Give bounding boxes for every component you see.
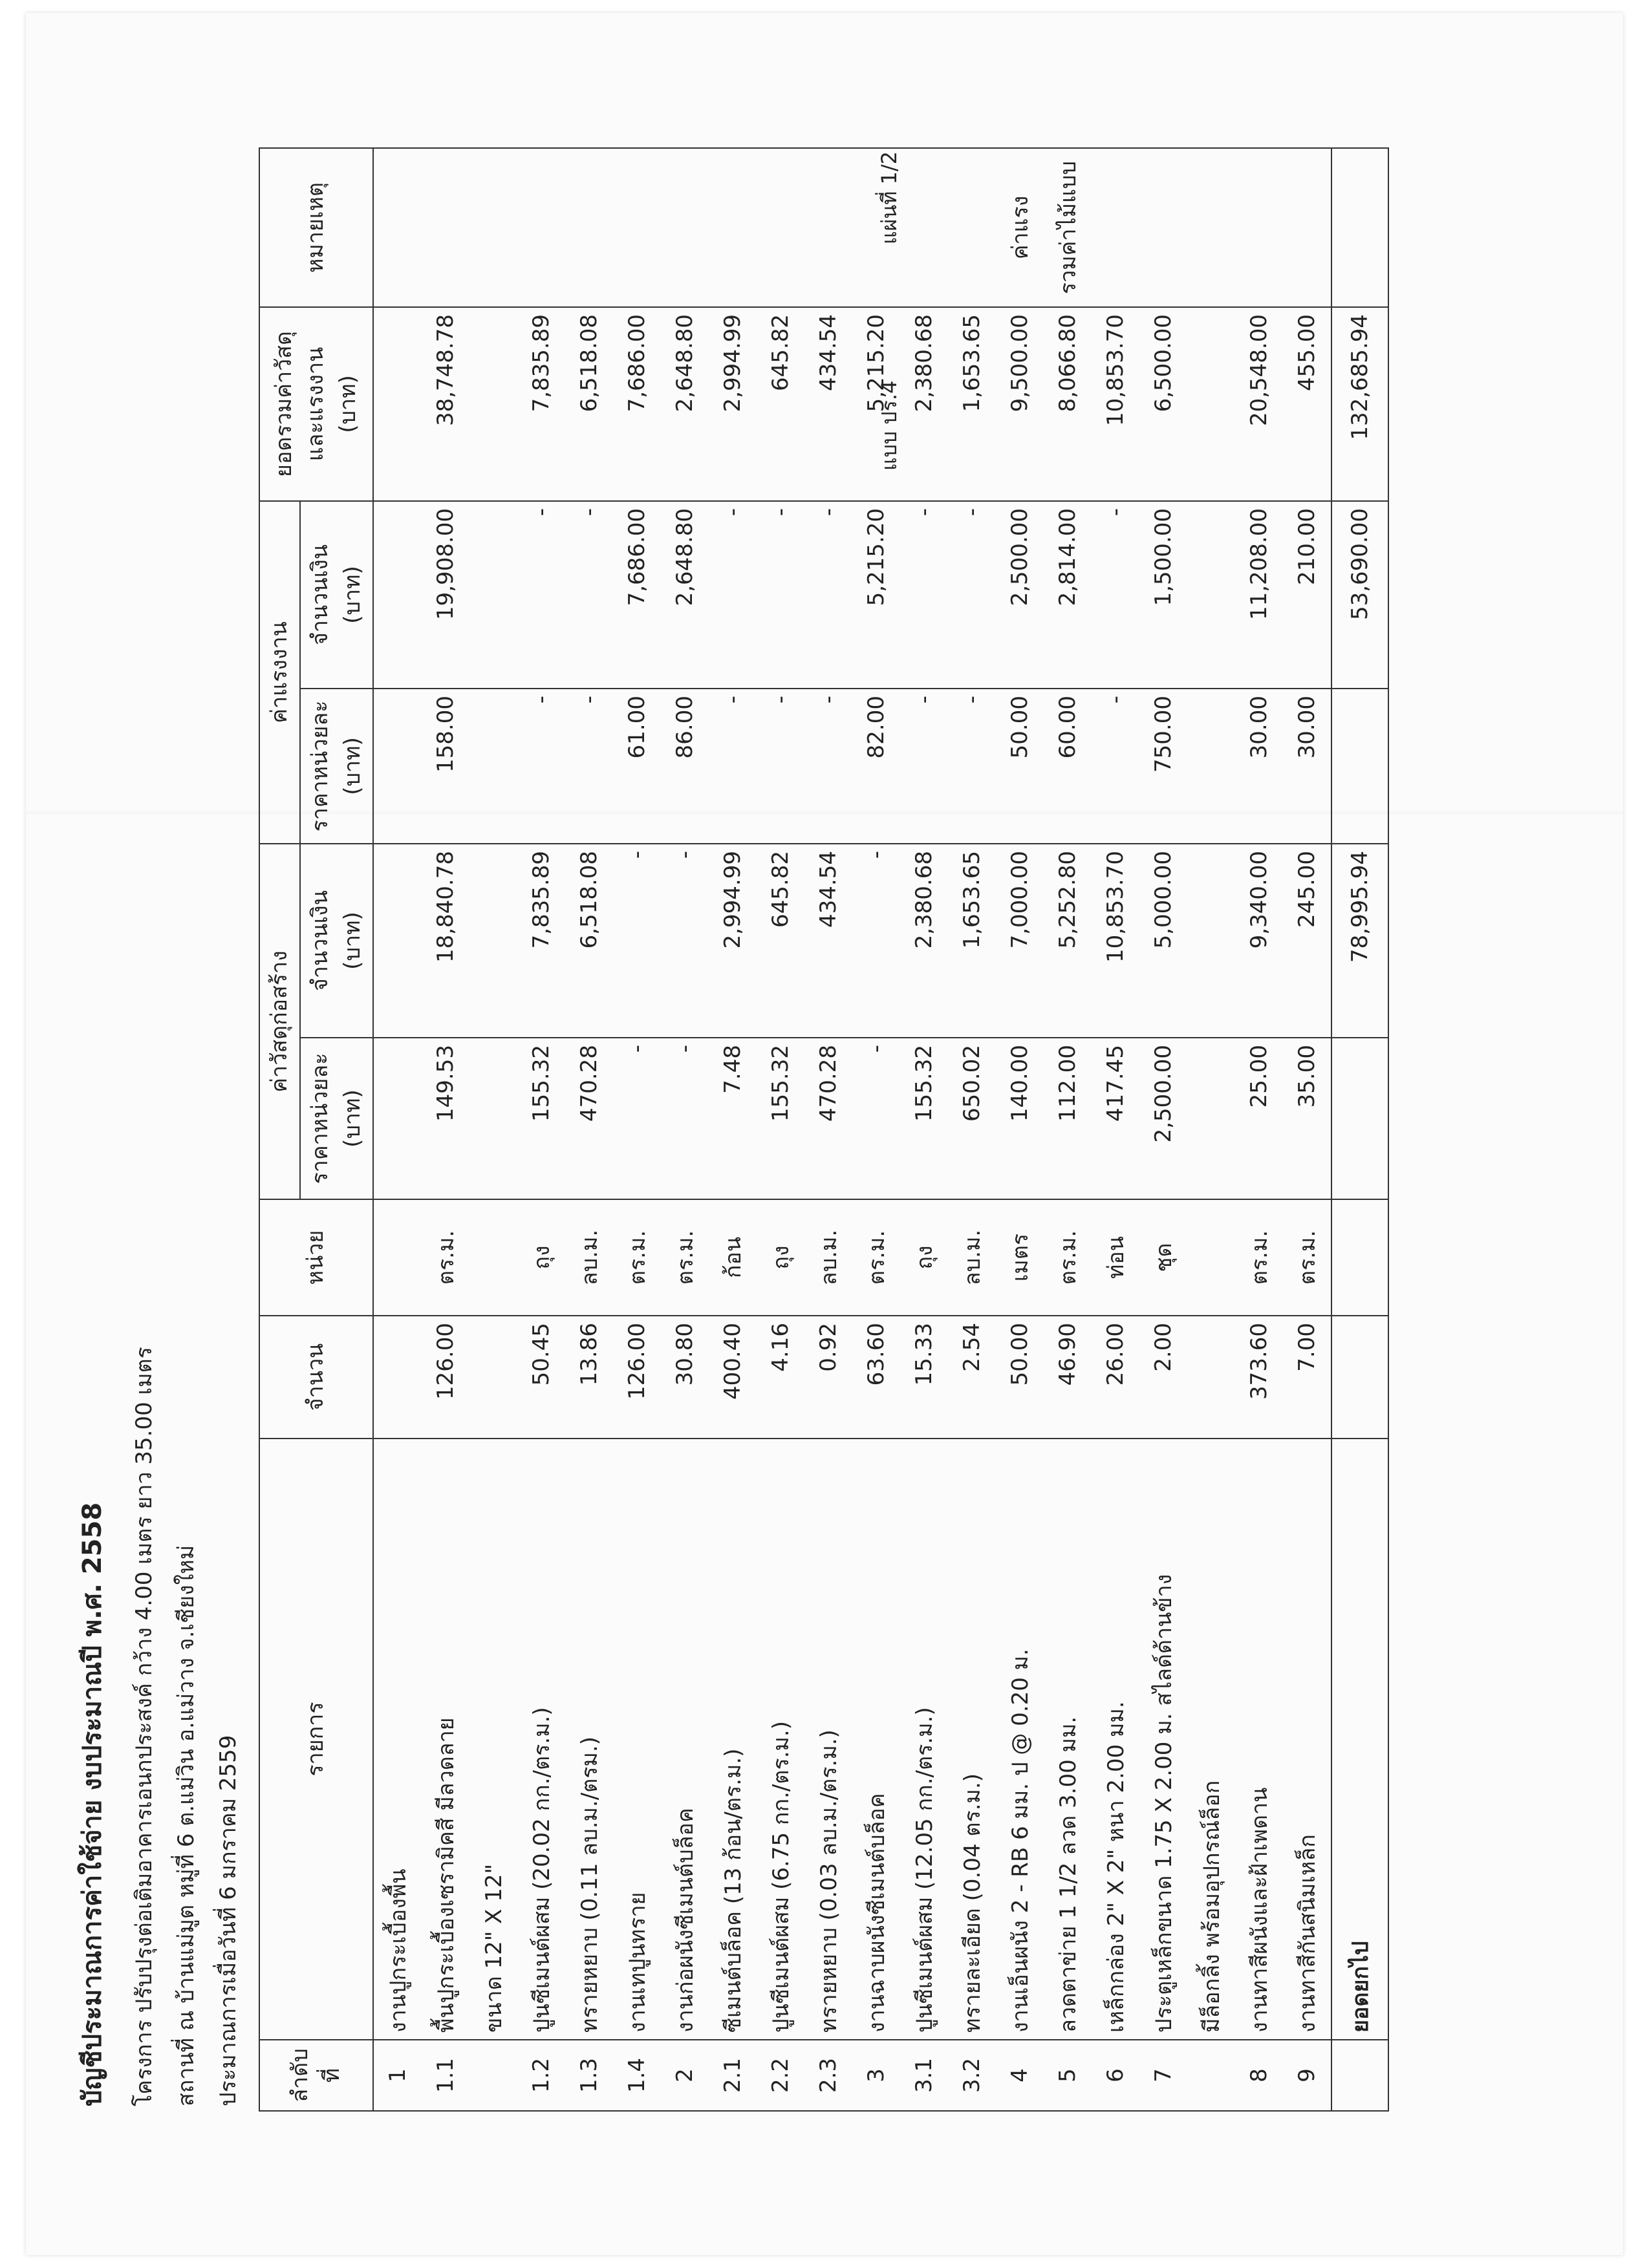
row-unit: ลบ.ม. (565, 1199, 613, 1316)
row-labor-unit-price: 86.00 (661, 689, 709, 844)
row-qty: 373.60 (1235, 1316, 1283, 1439)
row-labor-amount: - (757, 501, 804, 689)
col-remark-header: หมายเหตุ (259, 148, 373, 307)
grand-total: 132,685.94 (1331, 307, 1388, 501)
table-row (613, 148, 661, 2111)
row-no: 1.3 (565, 2040, 613, 2111)
row-labor-amount: - (709, 501, 757, 689)
mat-price-label: ราคาหน่วยละ (307, 1053, 334, 1184)
table-row (996, 148, 1044, 2111)
row-labor-unit-price: - (1092, 689, 1139, 844)
table-row (804, 148, 852, 2111)
row-labor-amount: 5,215.20 (852, 501, 900, 689)
row-unit: ถุง (757, 1199, 804, 1316)
row-no: 8 (1235, 2040, 1283, 2111)
row-unit (469, 1199, 517, 1316)
row-material-unit-price: - (613, 1038, 661, 1199)
row-no: 1 (373, 2040, 422, 2111)
row-labor-unit-price: 30.00 (1283, 689, 1331, 844)
row-material-unit-price: 470.28 (565, 1038, 613, 1199)
row-labor-amount (373, 501, 422, 689)
footer-qty-cell (1331, 1316, 1388, 1439)
footer-no-cell (1331, 2040, 1388, 2111)
table-row (948, 148, 996, 2111)
row-material-amount: 434.54 (804, 844, 852, 1038)
row-remark (565, 148, 613, 307)
lab-price-header (300, 689, 373, 844)
row-no: 1.2 (517, 2040, 565, 2111)
row-material-amount: - (852, 844, 900, 1038)
row-total: 455.00 (1283, 307, 1331, 501)
mat-amount-unit: (บาท) (339, 912, 365, 970)
total-header-label: ยอดรวมค่าวัสดุและแรงงาน (271, 331, 329, 477)
row-remark (422, 148, 469, 307)
row-material-amount: 10,853.70 (1092, 844, 1139, 1038)
row-qty: 0.92 (804, 1316, 852, 1439)
row-remark (661, 148, 709, 307)
row-labor-amount: 7,686.00 (613, 501, 661, 689)
estimate-date: ประมาณการเมื่อวันที่ 6 มกราคม 2559 (215, 1735, 241, 2106)
labor-total: 53,690.00 (1331, 501, 1388, 689)
row-item: ปูนซีเมนต์ผสม (12.05 กก./ตร.ม.) (900, 1439, 948, 2040)
table-row (1044, 148, 1092, 2111)
row-remark (613, 148, 661, 307)
row-material-amount: 5,252.80 (1044, 844, 1092, 1038)
row-material-unit-price: 470.28 (804, 1038, 852, 1199)
row-labor-amount: 2,500.00 (996, 501, 1044, 689)
row-qty: 7.00 (1283, 1316, 1331, 1439)
row-total: 10,853.70 (1092, 307, 1139, 501)
row-material-unit-price (373, 1038, 422, 1199)
table-row (900, 148, 948, 2111)
lab-amount-header (300, 501, 373, 689)
row-total: 434.54 (804, 307, 852, 501)
row-total: 6,500.00 (1139, 307, 1187, 501)
row-remark (469, 148, 517, 307)
row-remark (709, 148, 757, 307)
location-line: สถานที่ ณ บ้านแม่มูต หมู่ที่ 6 ต.แม่วิน อ.แม่วาง จ.เชียงใหม่ (173, 1545, 199, 2106)
row-labor-unit-price: - (757, 689, 804, 844)
table-row (1187, 148, 1235, 2111)
footer-mat-price-cell (1331, 1038, 1388, 1199)
table-body (373, 148, 1331, 2111)
row-material-unit-price: 417.45 (1092, 1038, 1139, 1199)
row-no: 2 (661, 2040, 709, 2111)
row-item: ขนาด 12" X 12" (469, 1439, 517, 2040)
row-unit: ตร.ม. (613, 1199, 661, 1316)
row-material-amount: 5,000.00 (1139, 844, 1187, 1038)
row-material-unit-price: 35.00 (1283, 1038, 1331, 1199)
row-total: 9,500.00 (996, 307, 1044, 501)
row-qty: 63.60 (852, 1316, 900, 1439)
lab-price-label: ราคาหน่วยละ (307, 700, 334, 832)
row-no (1187, 2040, 1235, 2111)
row-qty: 2.54 (948, 1316, 996, 1439)
row-material-amount: 7,835.89 (517, 844, 565, 1038)
row-labor-amount: - (948, 501, 996, 689)
row-material-amount: - (613, 844, 661, 1038)
row-labor-amount: 11,208.00 (1235, 501, 1283, 689)
row-item: ลวดตาข่าย 1 1/2 ลวด 3.00 มม. (1044, 1439, 1092, 2040)
row-item: เหล็กกล่อง 2" X 2" หนา 2.00 มม. (1092, 1439, 1139, 2040)
row-material-unit-price: - (852, 1038, 900, 1199)
row-material-amount: 6,518.08 (565, 844, 613, 1038)
row-no: 9 (1283, 2040, 1331, 2111)
row-remark (804, 148, 852, 307)
row-total (373, 307, 422, 501)
row-no: 7 (1139, 2040, 1187, 2111)
table-row (1139, 148, 1187, 2111)
row-material-amount: 245.00 (1283, 844, 1331, 1038)
col-unit-header: หน่วย (259, 1199, 373, 1316)
row-total: 2,380.68 (900, 307, 948, 501)
material-total: 78,995.94 (1331, 844, 1388, 1038)
col-item-header: รายการ (259, 1439, 373, 2040)
row-unit: ตร.ม. (1283, 1199, 1331, 1316)
row-qty: 15.33 (900, 1316, 948, 1439)
row-remark (1235, 148, 1283, 307)
row-unit: ถุง (517, 1199, 565, 1316)
table-row (852, 148, 900, 2111)
row-unit: ลบ.ม. (948, 1199, 996, 1316)
row-labor-amount: - (517, 501, 565, 689)
row-labor-unit-price: - (804, 689, 852, 844)
row-material-unit-price: 7.48 (709, 1038, 757, 1199)
row-total: 6,518.08 (565, 307, 613, 501)
row-no: 5 (1044, 2040, 1092, 2111)
row-unit: ถุง (900, 1199, 948, 1316)
row-material-amount: 2,380.68 (900, 844, 948, 1038)
row-labor-amount: - (804, 501, 852, 689)
row-labor-unit-price: 82.00 (852, 689, 900, 844)
row-unit: ตร.ม. (661, 1199, 709, 1316)
table-row (1235, 148, 1283, 2111)
row-item: มีล็อกลิ้ง พร้อมอุปกรณ์ล็อก (1187, 1439, 1235, 2040)
table-row (757, 148, 804, 2111)
row-remark (517, 148, 565, 307)
page-number: แผ่นที่ 1/2 (877, 151, 901, 244)
row-remark (852, 148, 900, 307)
row-labor-unit-price: - (565, 689, 613, 844)
row-material-amount (373, 844, 422, 1038)
row-qty: 126.00 (422, 1316, 469, 1439)
row-labor-unit-price: 750.00 (1139, 689, 1187, 844)
row-qty: 26.00 (1092, 1316, 1139, 1439)
row-qty: 400.40 (709, 1316, 757, 1439)
row-item: งานเอ็นผนัง 2 - RB 6 มม. ป @ 0.20 ม. (996, 1439, 1044, 2040)
row-material-unit-price (1187, 1038, 1235, 1199)
row-labor-unit-price: 61.00 (613, 689, 661, 844)
row-qty: 50.45 (517, 1316, 565, 1439)
row-total: 7,835.89 (517, 307, 565, 501)
cost-estimate-table (259, 147, 1389, 2112)
row-material-amount: 1,653.65 (948, 844, 996, 1038)
row-remark (1092, 148, 1139, 307)
row-unit: ตร.ม. (422, 1199, 469, 1316)
row-no: 1.1 (422, 2040, 469, 2111)
table-row (469, 148, 517, 2111)
row-unit: ตร.ม. (1044, 1199, 1092, 1316)
row-remark: รวมค่าไม้แบบ (1044, 148, 1092, 307)
row-remark (757, 148, 804, 307)
row-remark (900, 148, 948, 307)
mat-price-unit: (บาท) (339, 1089, 365, 1148)
row-remark (1139, 148, 1187, 307)
row-total: 645.82 (757, 307, 804, 501)
row-qty (373, 1316, 422, 1439)
table-row (517, 148, 565, 2111)
row-total: 20,548.00 (1235, 307, 1283, 501)
row-labor-unit-price: - (948, 689, 996, 844)
row-unit: ตร.ม. (852, 1199, 900, 1316)
row-total: 8,066.80 (1044, 307, 1092, 501)
row-item: งานปูกระเบื้องพื้น (373, 1439, 422, 2040)
row-item: ปูนซีเมนต์ผสม (6.75 กก./ตร.ม.) (757, 1439, 804, 2040)
table-row (373, 148, 422, 2111)
material-group-header: ค่าวัสดุก่อสร้าง (259, 844, 300, 1199)
row-item: ทรายหยาบ (0.03 ลบ.ม./ตร.ม.) (804, 1439, 852, 2040)
row-qty: 4.16 (757, 1316, 804, 1439)
row-labor-unit-price: 60.00 (1044, 689, 1092, 844)
row-material-unit-price: 155.32 (757, 1038, 804, 1199)
row-material-amount (469, 844, 517, 1038)
row-material-amount: 9,340.00 (1235, 844, 1283, 1038)
row-labor-unit-price: 30.00 (1235, 689, 1283, 844)
row-labor-unit-price (373, 689, 422, 844)
row-remark (373, 148, 422, 307)
row-item: ทรายละเอียด (0.04 ตร.ม.) (948, 1439, 996, 2040)
row-unit (1187, 1199, 1235, 1316)
row-qty (1187, 1316, 1235, 1439)
table-row (565, 148, 613, 2111)
row-labor-amount: 2,648.80 (661, 501, 709, 689)
row-total (469, 307, 517, 501)
row-qty: 13.86 (565, 1316, 613, 1439)
row-labor-unit-price: - (709, 689, 757, 844)
row-no: 1.4 (613, 2040, 661, 2111)
row-total: 38,748.78 (422, 307, 469, 501)
row-item: ประตูเหล็กขนาด 1.75 X 2.00 ม. สไลด์ด้านข้าง (1139, 1439, 1187, 2040)
row-qty: 50.00 (996, 1316, 1044, 1439)
row-labor-amount: 19,908.00 (422, 501, 469, 689)
total-header-unit: (บาท) (334, 375, 361, 433)
row-qty: 46.90 (1044, 1316, 1092, 1439)
table-row (709, 148, 757, 2111)
row-qty: 126.00 (613, 1316, 661, 1439)
table-row (422, 148, 469, 2111)
lab-amount-unit: (บาท) (339, 566, 365, 624)
row-no: 2.2 (757, 2040, 804, 2111)
row-labor-amount: 210.00 (1283, 501, 1331, 689)
row-material-unit-price: 155.32 (517, 1038, 565, 1199)
row-no: 3.1 (900, 2040, 948, 2111)
row-qty (469, 1316, 517, 1439)
row-no: 2.1 (709, 2040, 757, 2111)
lab-price-unit: (บาท) (339, 737, 365, 795)
row-item: งานฉาบผนังซีเมนต์บล็อค (852, 1439, 900, 2040)
carried-forward-row (1331, 148, 1388, 2111)
row-material-unit-price: 25.00 (1235, 1038, 1283, 1199)
row-no: 3 (852, 2040, 900, 2111)
row-material-unit-price: 140.00 (996, 1038, 1044, 1199)
row-material-unit-price: 112.00 (1044, 1038, 1092, 1199)
row-no: 6 (1092, 2040, 1139, 2111)
row-item: ปูนซีเมนต์ผสม (20.02 กก./ตร.ม.) (517, 1439, 565, 2040)
col-total-header (259, 307, 373, 501)
row-labor-amount: - (1092, 501, 1139, 689)
row-labor-amount (469, 501, 517, 689)
row-material-unit-price: 650.02 (948, 1038, 996, 1199)
mat-price-header (300, 1038, 373, 1199)
row-labor-unit-price (1187, 689, 1235, 844)
form-code: แบบ ปร.4 (877, 380, 901, 471)
row-remark (1187, 148, 1235, 307)
row-labor-amount: 1,500.00 (1139, 501, 1187, 689)
labor-group-header: ค่าแรงงาน (259, 501, 300, 844)
row-no: 4 (996, 2040, 1044, 2111)
row-material-unit-price: 149.53 (422, 1038, 469, 1199)
row-labor-unit-price: 158.00 (422, 689, 469, 844)
row-total: 1,653.65 (948, 307, 996, 501)
row-unit: ตร.ม. (1235, 1199, 1283, 1316)
row-labor-amount (1187, 501, 1235, 689)
row-item: งานทาสีกันสนิมเหล็ก (1283, 1439, 1331, 2040)
row-unit (373, 1199, 422, 1316)
col-qty-header: จำนวน (259, 1316, 373, 1439)
row-remark (948, 148, 996, 307)
row-labor-unit-price: - (900, 689, 948, 844)
row-material-amount: 18,840.78 (422, 844, 469, 1038)
row-material-amount: 7,000.00 (996, 844, 1044, 1038)
mat-amount-header (300, 844, 373, 1038)
row-no: 2.3 (804, 2040, 852, 2111)
row-labor-amount: 2,814.00 (1044, 501, 1092, 689)
table-row (1283, 148, 1331, 2111)
row-material-unit-price: - (661, 1038, 709, 1199)
project-line: โครงการ ปรับปรุงต่อเติมอาคารเอนกประสงค์ กว้าง 4.00 เมตร ยาว 35.00 เมตร (131, 1347, 157, 2106)
row-labor-unit-price: - (517, 689, 565, 844)
row-unit: ลบ.ม. (804, 1199, 852, 1316)
table-row (1092, 148, 1139, 2111)
row-total: 5,215.20 (852, 307, 900, 501)
row-remark (1283, 148, 1331, 307)
row-unit: ท่อน (1092, 1199, 1139, 1316)
row-item: พื้นปูกระเบื้องเซรามิคสี มีลวดลาย (422, 1439, 469, 2040)
row-material-unit-price (469, 1038, 517, 1199)
row-remark: ค่าแรง (996, 148, 1044, 307)
row-item: งานทาสีผนังและฝ้าเพดาน (1235, 1439, 1283, 2040)
col-no-header: ลำดับที่ (259, 2040, 373, 2111)
row-labor-unit-price: 50.00 (996, 689, 1044, 844)
row-total: 7,686.00 (613, 307, 661, 501)
row-material-amount (1187, 844, 1235, 1038)
row-material-amount: 2,994.99 (709, 844, 757, 1038)
table-row (661, 148, 709, 2111)
footer-unit-cell (1331, 1199, 1388, 1316)
footer-lab-price-cell (1331, 689, 1388, 844)
row-total (1187, 307, 1235, 501)
row-item: งานก่อผนังซีเมนต์บล็อค (661, 1439, 709, 2040)
row-material-amount: 645.82 (757, 844, 804, 1038)
row-labor-unit-price (469, 689, 517, 844)
row-qty: 2.00 (1139, 1316, 1187, 1439)
row-material-unit-price: 2,500.00 (1139, 1038, 1187, 1199)
row-unit: ชุด (1139, 1199, 1187, 1316)
row-material-amount: - (661, 844, 709, 1038)
row-item: งานเทปูนทราย (613, 1439, 661, 2040)
row-material-unit-price: 155.32 (900, 1038, 948, 1199)
row-total: 2,994.99 (709, 307, 757, 501)
carried-forward-label: ยอดยกไป (1331, 1439, 1388, 2040)
row-qty: 30.80 (661, 1316, 709, 1439)
document-title: บัญชีประมาณการค่าใช้จ่าย งบประมาณปี พ.ศ. 2558 (78, 1502, 107, 2106)
lab-amount-label: จำนวนเงิน (307, 544, 334, 646)
row-unit: ก้อน (709, 1199, 757, 1316)
row-no: 3.2 (948, 2040, 996, 2111)
row-unit: เมตร (996, 1199, 1044, 1316)
row-labor-amount: - (900, 501, 948, 689)
row-labor-amount: - (565, 501, 613, 689)
row-item: ทรายหยาบ (0.11 ลบ.ม./ตรม.) (565, 1439, 613, 2040)
mat-amount-label: จำนวนเงิน (307, 890, 334, 992)
row-total: 2,648.80 (661, 307, 709, 501)
footer-remark-cell (1331, 148, 1388, 307)
row-item: ซีเมนต์บล็อค (13 ก้อน/ตร.ม.) (709, 1439, 757, 2040)
row-no (469, 2040, 517, 2111)
